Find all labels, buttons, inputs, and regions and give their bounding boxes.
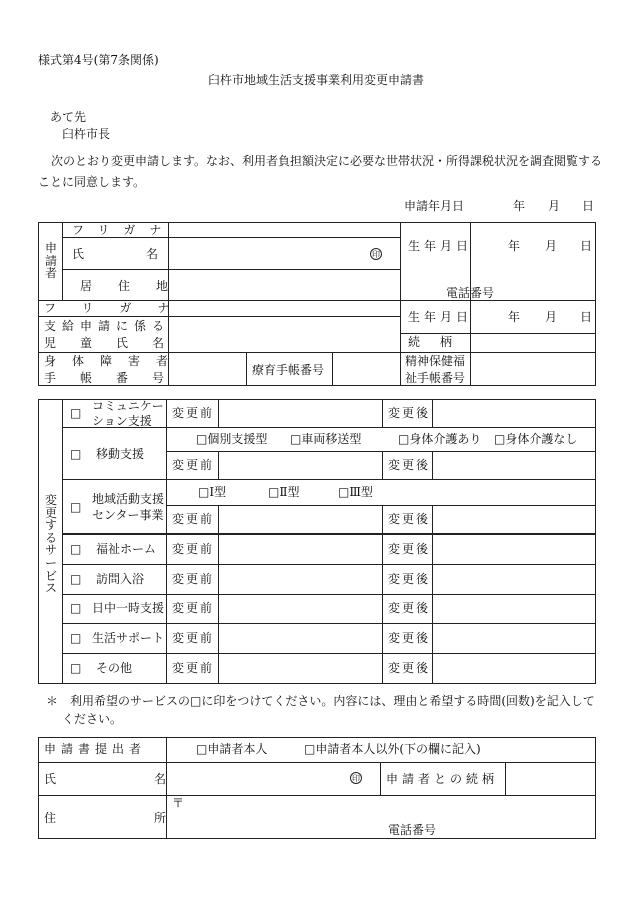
child-furigana-label: フリガナ: [44, 301, 196, 315]
date-year: 年: [513, 199, 526, 213]
mobility-checkbox[interactable]: □: [70, 447, 82, 461]
before-label: 変更前: [172, 631, 215, 645]
child-birth-month: 月: [545, 310, 558, 324]
communication-checkbox[interactable]: □: [70, 406, 82, 420]
submitter-name-label: 氏名: [44, 772, 265, 786]
postal-mark: 〒: [172, 796, 185, 810]
after-label: 変更後: [388, 572, 431, 586]
after-label: 変更後: [388, 601, 431, 615]
applicant-phone-label: 電話番号: [446, 286, 495, 300]
bathing-label: 訪問入浴: [96, 572, 145, 586]
applicant-name-text: 氏名: [72, 247, 221, 261]
applicant-section-label: 申請者: [44, 241, 57, 281]
form-number: 様式第4号(第7条関係): [38, 53, 159, 67]
applicant-furigana-label: フリガナ: [72, 223, 176, 237]
other-label: その他: [96, 661, 133, 675]
child-birthdate-label: 生年月日: [408, 310, 473, 324]
bathing-checkbox[interactable]: □: [70, 572, 82, 586]
child-birth-year: 年: [508, 310, 521, 324]
applicant-address-label: 居住地: [80, 279, 195, 293]
date-month: 月: [548, 199, 561, 213]
submitter-option-other[interactable]: □申請者本人以外(下の欄に記入): [304, 742, 481, 756]
applicant-birth-day: 日: [580, 239, 593, 253]
after-label: 変更後: [388, 661, 431, 675]
submitter-option-self[interactable]: □申請者本人: [196, 742, 268, 756]
child-name-label-line2: 児童氏名: [44, 336, 189, 350]
life-support-checkbox[interactable]: □: [70, 631, 82, 645]
center-label-line1: 地域活動支援: [92, 492, 165, 506]
child-relation-label: 続柄: [408, 335, 473, 349]
mobility-label: 移動支援: [96, 447, 145, 461]
note-line2: ください。: [62, 712, 123, 726]
center-option-type1[interactable]: □Ⅰ型: [198, 485, 227, 499]
submitter-relation-label: 申請者との続柄: [386, 772, 499, 786]
mobility-option-with-care[interactable]: □身体介護あり: [398, 432, 482, 446]
submitter-address-label: 住所: [44, 811, 265, 825]
before-label: 変更前: [172, 458, 215, 472]
welfare-home-label: 福祉ホーム: [96, 542, 157, 556]
submitter-seal-mark: 印: [352, 774, 360, 783]
after-label: 変更後: [388, 542, 431, 556]
applicant-seal-mark: 印: [372, 250, 380, 259]
after-label: 変更後: [388, 458, 431, 472]
addressee-label: あて先: [50, 110, 87, 124]
intro-text-line1: 次のとおり変更申請します。なお、利用者負担額決定に必要な世帯状況・所得課税状況を調査閲覧する: [51, 154, 603, 168]
center-label-line2: センター事業: [92, 508, 164, 522]
intro-text-line2: ことに同意します。: [38, 175, 146, 189]
note-asterisk: ＊: [46, 694, 59, 708]
disability-book-label-line1: 身体障害者: [44, 354, 185, 368]
before-label: 変更前: [172, 406, 215, 420]
application-date-label: 申請年月日: [404, 199, 465, 213]
after-label: 変更後: [388, 631, 431, 645]
mobility-option-individual[interactable]: □個別支援型: [196, 432, 268, 446]
life-support-label: 生活サポート: [92, 631, 165, 645]
before-label: 変更前: [172, 601, 215, 615]
ryoiku-book-label: 療育手帳番号: [252, 363, 325, 377]
mobility-option-without-care[interactable]: □身体介護なし: [494, 432, 578, 446]
mobility-option-vehicle[interactable]: □車両移送型: [290, 432, 362, 446]
submitter-label: 申請書提出者: [44, 742, 147, 756]
communication-label-line1: コミュニケー: [92, 399, 164, 413]
date-day: 日: [582, 199, 595, 213]
applicant-birth-month: 月: [545, 239, 558, 253]
before-label: 変更前: [172, 661, 215, 675]
before-label: 変更前: [172, 512, 215, 526]
before-label: 変更前: [172, 542, 215, 556]
applicant-birthdate-label: 生年月日: [408, 239, 473, 253]
applicant-birth-year: 年: [508, 239, 521, 253]
applicant-name-label: [72, 247, 221, 261]
communication-label-line2: ション支援: [92, 414, 152, 428]
center-option-type3[interactable]: □Ⅲ型: [338, 485, 373, 499]
welfare-home-checkbox[interactable]: □: [70, 542, 82, 556]
after-label: 変更後: [388, 512, 431, 526]
before-label: 変更前: [172, 572, 215, 586]
center-checkbox[interactable]: □: [70, 500, 82, 514]
center-option-type2[interactable]: □Ⅱ型: [268, 485, 300, 499]
mental-health-book-label-line1: 精神保健福: [405, 354, 466, 368]
mental-health-book-label-line2: 祉手帳番号: [405, 371, 466, 385]
daytime-checkbox[interactable]: □: [70, 601, 82, 615]
form-title: 臼杵市地域生活支援事業利用変更申請書: [208, 73, 425, 87]
note-line1: 利用希望のサービスの□に印をつけてください。内容には、理由と希望する時間(回数)を記入して: [70, 694, 595, 708]
daytime-label: 日中一時支援: [92, 601, 165, 615]
disability-book-label-line2: 手帳番号: [44, 371, 189, 385]
child-name-label-line1: 支給申請に係る: [44, 319, 171, 333]
submitter-phone-label: 電話番号: [388, 823, 437, 837]
other-checkbox[interactable]: □: [70, 661, 82, 675]
addressee: 臼杵市長: [62, 127, 111, 141]
after-label: 変更後: [388, 406, 431, 420]
services-section-label: 変更するサービス: [44, 493, 57, 596]
child-birth-day: 日: [580, 310, 593, 324]
